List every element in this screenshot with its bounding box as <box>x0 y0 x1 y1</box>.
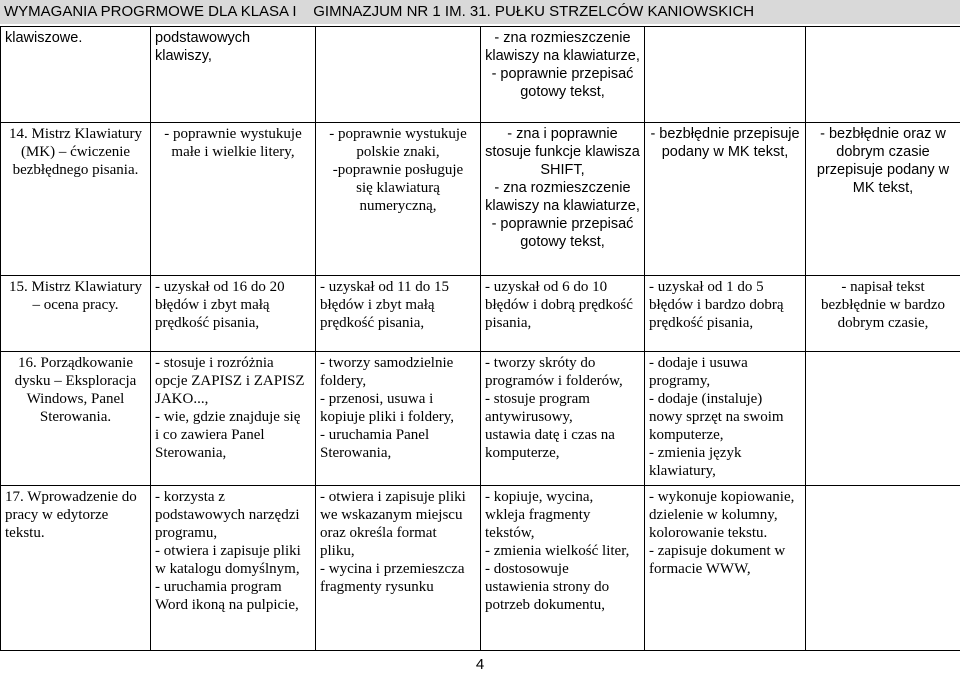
table-cell <box>645 352 806 486</box>
cell-text-line: komputerze, <box>485 445 560 461</box>
cell-text-line: - uruchamia Panel <box>320 427 430 443</box>
cell-text-line: - poprawnie przepisać <box>491 216 634 232</box>
cell-text-line: JAKO..., <box>155 391 209 407</box>
table-cell <box>151 27 316 123</box>
cell-text-line: - uzyskał od 1 do 5 <box>649 279 764 295</box>
cell-text-line: - zna rozmieszczenie <box>494 30 631 46</box>
cell-text-line: w katalogu domyślnym, <box>155 561 300 577</box>
cell-text-line: - wycina i przemieszcza <box>320 561 465 577</box>
cell-text-line: wkleja fragmenty <box>485 507 591 523</box>
cell-text-line: - poprawnie wystukuje <box>164 126 302 142</box>
table-cell <box>645 486 806 651</box>
cell-text-line: - zmienia język <box>649 445 742 461</box>
cell-text-line: 14. Mistrz Klawiatury <box>9 126 142 142</box>
cell-text-line: - uzyskał od 11 do 15 <box>320 279 450 295</box>
cell-text-line: klawiszy na klawiaturze, <box>485 198 640 214</box>
cell-text-line: prędkość pisania, <box>320 315 425 331</box>
table-cell <box>1 352 151 486</box>
cell-text-line: 17. Wprowadzenie do <box>5 489 137 505</box>
cell-text-line: kolorowanie tekstu. <box>649 525 768 541</box>
document-header <box>0 0 960 24</box>
cell-text-line: programów i folderów, <box>485 373 623 389</box>
cell-text-line: - dostosowuje <box>485 561 569 577</box>
cell-text-line: - tworzy samodzielnie <box>320 355 454 371</box>
cell-text-line: - przenosi, usuwa i <box>320 391 434 407</box>
cell-text-line: tekstu. <box>5 525 45 541</box>
cell-text-line: błędów i bardzo dobrą <box>649 297 784 313</box>
cell-text-line: błędów i zbyt małą <box>155 297 270 313</box>
cell-text-line: pracy w edytorze <box>5 507 109 523</box>
cell-text-line: foldery, <box>320 373 367 389</box>
table-cell <box>316 123 481 276</box>
cell-text-line: pliku, <box>320 543 355 559</box>
table-cell <box>481 123 645 276</box>
cell-text-line: podany w MK tekst, <box>661 144 789 160</box>
table-cell <box>151 276 316 352</box>
cell-text-line: – ocena pracy. <box>32 297 119 313</box>
cell-text-line: - otwiera i zapisuje pliki <box>320 489 466 505</box>
table-row <box>1 27 960 123</box>
table-row <box>1 352 960 486</box>
cell-text-line: - poprawnie przepisać <box>491 66 634 82</box>
table-cell <box>806 27 960 123</box>
cell-text-line: gotowy tekst, <box>520 84 605 100</box>
table-cell <box>316 352 481 486</box>
cell-text-line: stosuje funkcje klawisza <box>485 144 640 160</box>
cell-text-line: i co zawiera Panel <box>155 427 265 443</box>
table-cell <box>151 486 316 651</box>
table-cell <box>151 352 316 486</box>
cell-text-line: Sterowania. <box>39 409 112 425</box>
cell-text-line: prędkość pisania, <box>649 315 754 331</box>
cell-text-line: - stosuje i rozróżnia <box>155 355 274 371</box>
cell-text-line: (MK) – ćwiczenie <box>20 144 131 160</box>
table-cell <box>806 276 960 352</box>
table-cell <box>316 486 481 651</box>
header-school: GIMNAZJUM NR 1 IM. 31. PUŁKU STRZELCÓW KANIOWSKICH <box>313 3 755 20</box>
table-cell <box>806 486 960 651</box>
cell-text-line: polskie znaki, <box>356 144 440 160</box>
cell-text-line: gotowy tekst, <box>520 234 605 250</box>
cell-text-line: - stosuje program <box>485 391 590 407</box>
table-cell <box>1 27 151 123</box>
table-cell <box>806 123 960 276</box>
table-cell <box>645 123 806 276</box>
cell-text-line: klawiatury, <box>649 463 716 479</box>
cell-text-line: - poprawnie wystukuje <box>329 126 467 142</box>
cell-text-line: Windows, Panel <box>26 391 125 407</box>
cell-text-line: błędów i dobrą prędkość <box>485 297 633 313</box>
cell-text-line: - uruchamia program <box>155 579 282 595</box>
cell-text-line: - dodaje i usuwa <box>649 355 748 371</box>
table-cell <box>316 276 481 352</box>
cell-text-line: dysku – Eksploracja <box>14 373 137 389</box>
cell-text-line: - zmienia wielkość liter, <box>485 543 630 559</box>
cell-text-line: formacie WWW, <box>649 561 751 577</box>
cell-text-line: ustawia datę i czas na <box>485 427 615 443</box>
table-row <box>1 486 960 651</box>
cell-text-line: nowy sprzęt na swoim <box>649 409 784 425</box>
cell-text-line: antywirusowy, <box>485 409 573 425</box>
cell-text-line: - uzyskał od 6 do 10 <box>485 279 608 295</box>
cell-text-line: przepisuje podany w <box>816 162 950 178</box>
cell-text-line: oraz określa format <box>320 525 437 541</box>
cell-text-line: klawiszowe. <box>5 30 83 46</box>
cell-text-line: SHIFT, <box>540 162 585 178</box>
cell-text-line: - dodaje (instaluje) <box>649 391 763 407</box>
cell-text-line: MK tekst, <box>852 180 914 196</box>
cell-text-line: klawiszy na klawiaturze, <box>485 48 640 64</box>
cell-text-line: - otwiera i zapisuje pliki <box>155 543 301 559</box>
cell-text-line: - tworzy skróty do <box>485 355 596 371</box>
cell-text-line: - zna rozmieszczenie <box>494 180 631 196</box>
table-cell <box>481 352 645 486</box>
cell-text-line: Sterowania, <box>320 445 392 461</box>
cell-text-line: numeryczną, <box>359 198 437 214</box>
cell-text-line: - korzysta z <box>155 489 225 505</box>
cell-text-line: programu, <box>155 525 218 541</box>
cell-text-line: kopiuje pliki i foldery, <box>320 409 455 425</box>
cell-text-line: - wykonuje kopiowanie, <box>649 489 795 505</box>
cell-text-line: - uzyskał od 16 do 20 <box>155 279 285 295</box>
cell-text-line: - bezbłędnie oraz w <box>820 126 946 142</box>
table-cell <box>481 27 645 123</box>
cell-text-line: małe i wielkie litery, <box>171 144 295 160</box>
table-cell <box>1 486 151 651</box>
cell-text-line: - kopiuje, wycina, <box>485 489 594 505</box>
table-cell <box>645 27 806 123</box>
cell-text-line: - zna i poprawnie <box>507 126 618 142</box>
cell-text-line: podstawowych narzędzi <box>155 507 300 523</box>
cell-text-line: - napisał tekst <box>841 279 925 295</box>
cell-text-line: Word ikoną na pulpicie, <box>155 597 299 613</box>
cell-text-line: - wie, gdzie znajduje się <box>155 409 301 425</box>
cell-text-line: tekstów, <box>485 525 535 541</box>
table-cell <box>806 352 960 486</box>
table-cell <box>1 123 151 276</box>
cell-text-line: pisania, <box>485 315 532 331</box>
cell-text-line: bezbłędnie w bardzo <box>820 297 946 313</box>
table-cell <box>481 486 645 651</box>
cell-text-line: 16. Porządkowanie <box>18 355 133 371</box>
cell-text-line: dobrym czasie, <box>837 315 929 331</box>
cell-text-line: - bezbłędnie przepisuje <box>650 126 800 142</box>
cell-text-line: potrzeb dokumentu, <box>485 597 605 613</box>
table-cell <box>316 27 481 123</box>
table-cell <box>1 276 151 352</box>
table-row <box>1 276 960 352</box>
cell-text-line: prędkość pisania, <box>155 315 260 331</box>
cell-text-line: ustawienia strony do <box>485 579 610 595</box>
cell-text-line: dzielenie w kolumny, <box>649 507 778 523</box>
cell-text-line: opcje ZAPISZ i ZAPISZ <box>155 373 305 389</box>
cell-text-line: się klawiaturą <box>356 180 440 196</box>
cell-text-line: dobrym czasie <box>836 144 930 160</box>
table-cell <box>151 123 316 276</box>
table-row <box>1 123 960 276</box>
cell-text-line: błędów i zbyt małą <box>320 297 435 313</box>
cell-text-line: komputerze, <box>649 427 724 443</box>
header-title: WYMAGANIA PROGRMOWE DLA KLASA I <box>4 3 297 20</box>
cell-text-line: bezbłędnego pisania. <box>12 162 139 178</box>
cell-text-line: -poprawnie posługuje <box>332 162 464 178</box>
cell-text-line: podstawowych klawiszy, <box>155 30 251 64</box>
cell-text-line: - zapisuje dokument w <box>649 543 786 559</box>
cell-text-line: Sterowania, <box>155 445 227 461</box>
page-number: 4 <box>475 656 485 673</box>
table-cell <box>645 276 806 352</box>
cell-text-line: 15. Mistrz Klawiatury <box>9 279 142 295</box>
table-cell <box>481 276 645 352</box>
cell-text-line: fragmenty rysunku <box>320 579 434 595</box>
requirements-table <box>0 26 960 651</box>
cell-text-line: we wskazanym miejscu <box>320 507 463 523</box>
cell-text-line: programy, <box>649 373 711 389</box>
